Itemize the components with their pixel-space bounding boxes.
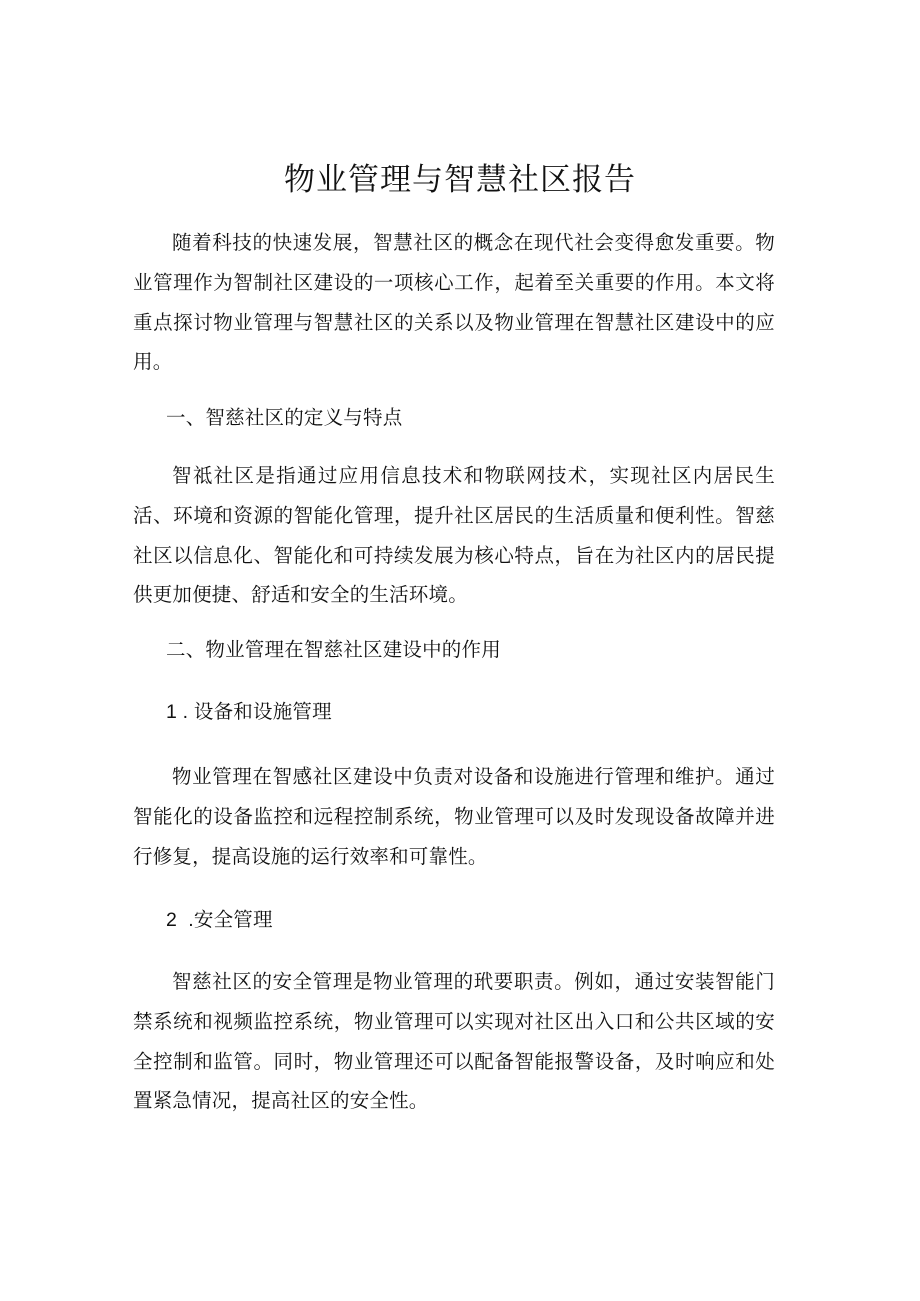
subsection-2-title: 安全管理 — [193, 908, 273, 931]
section-1-paragraph: 智祗社区是指通过应用信息技术和物联网技术，实现社区内居民生活、环境和资源的智能化管理，提升社区居民的生活质量和便利性。智慈社区以信息化、智能化和可持续发展为核心特点，旨在为社区内的居民提供更加便捷、舒适和安全的生活环境。 — [133, 464, 775, 607]
intro-paragraph: 随着科技的快速发展，智慧社区的概念在现代社会变得愈发重要。物业管理作为智制社区建设的一项核心工作，起着至关重要的作用。本文将重点探讨物业管理与智慧社区的关系以及物业管理在智慧社区建设中的应用。 — [133, 231, 775, 374]
subsection-2-number: 2 — [166, 909, 178, 931]
document-title: 物业管理与智慧社区报告 — [284, 162, 636, 198]
subsection-1-heading — [133, 692, 775, 733]
subsection-1-title: 设备和设施管理 — [193, 700, 332, 723]
subsection-2-separator: . — [177, 909, 194, 931]
subsection-1-number: 1 — [166, 701, 178, 723]
section-2-heading: 二、物业管理在智慈社区建设中的作用 — [166, 638, 501, 661]
subsection-1-paragraph: 物业管理在智感社区建设中负责对设备和设施进行管理和维护。通过智能化的设备监控和远程控制系统，物业管理可以及时发现设备故障并进行修复，提高设施的运行效率和可靠性。 — [133, 765, 775, 868]
section-1-heading: 一、智慈社区的定义与特点 — [166, 406, 403, 429]
subsection-2-heading — [133, 900, 775, 941]
subsection-1-separator: . — [177, 701, 194, 723]
subsection-2-paragraph: 智慈社区的安全管理是物业管理的玳要职责。例如，通过安装智能门禁系统和视频监控系统，物业管理可以实现对社区出入口和公共区域的安全控制和监管。同时，物业管理还可以配备智能报警设备，及时响应和处置紧急情况，提高社区的安全性。 — [133, 970, 775, 1113]
